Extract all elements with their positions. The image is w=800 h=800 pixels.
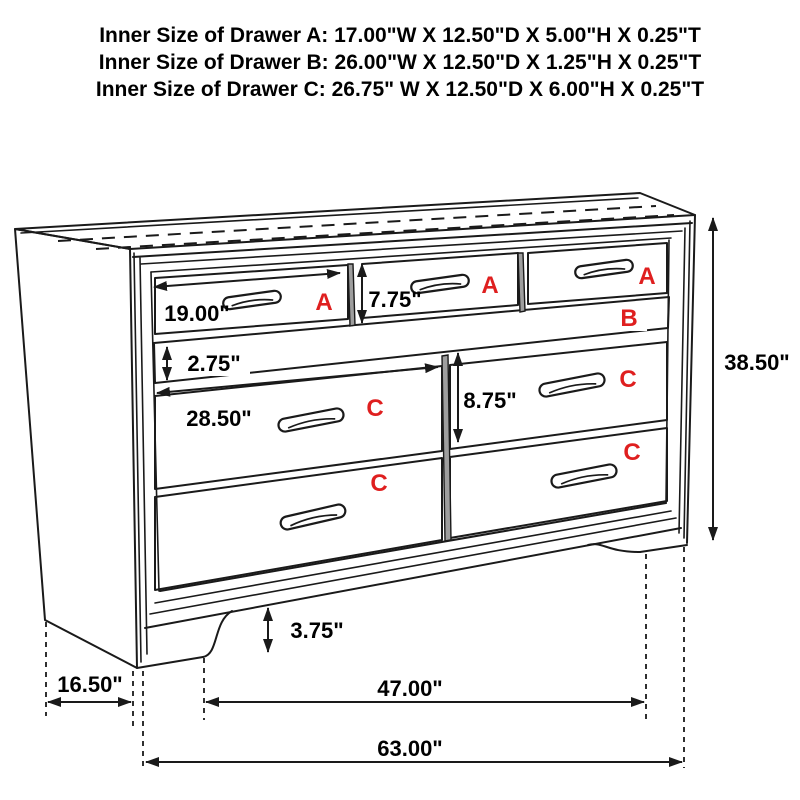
label-drawer-c-bottom-left: C — [370, 470, 388, 497]
dim-feet-span-width: 47.00" — [377, 676, 443, 701]
drawer-handle-icon — [277, 407, 344, 432]
label-drawer-a-middle: A — [481, 272, 499, 299]
label-drawer-b: B — [620, 305, 638, 332]
label-drawer-a-left: A — [315, 289, 333, 316]
drawer-handle-icon — [538, 372, 605, 397]
header-line-drawer-a: Inner Size of Drawer A: 17.00"W X 12.50"D X 5.00"H X 0.25"T — [99, 24, 701, 47]
label-drawer-c-top-right: C — [619, 366, 637, 393]
stile-a2-a3 — [518, 253, 525, 312]
dim-drawer-a-face-height: 7.75" — [368, 287, 422, 312]
label-drawer-a-right: A — [638, 263, 656, 290]
drawer-handle-icon — [550, 463, 617, 488]
dim-overall-width: 63.00" — [377, 736, 443, 761]
header-line-drawer-b: Inner Size of Drawer B: 26.00"W X 12.50"D X 1.25"H X 0.25"T — [98, 51, 702, 74]
stile-a1-a2 — [348, 264, 355, 326]
dresser-side-panel — [15, 229, 147, 668]
dim-jewel-strip-height: 2.75" — [187, 351, 241, 376]
drawer-handle-icon — [222, 290, 281, 310]
arrow-drawer-a-width — [154, 273, 340, 287]
dim-overall-height: 38.50" — [724, 350, 790, 375]
dim-drawer-c-width: 28.50" — [186, 406, 252, 431]
label-drawer-c-top-left: C — [366, 395, 384, 422]
dim-drawer-a-width: 19.00" — [164, 301, 230, 326]
label-drawer-c-bottom-right: C — [623, 439, 641, 466]
header-line-drawer-c: Inner Size of Drawer C: 26.75" W X 12.50"D X 6.00"H X 0.25"T — [95, 78, 705, 101]
drawer-handle-icon — [279, 503, 346, 531]
base-molding — [145, 503, 681, 628]
bracket-feet — [137, 544, 687, 668]
drawer-handle-icon — [574, 259, 633, 279]
dim-base-height: 3.75" — [290, 618, 344, 643]
dim-drawer-c-face-height: 8.75" — [463, 388, 517, 413]
dim-side-depth: 16.50" — [57, 672, 123, 697]
